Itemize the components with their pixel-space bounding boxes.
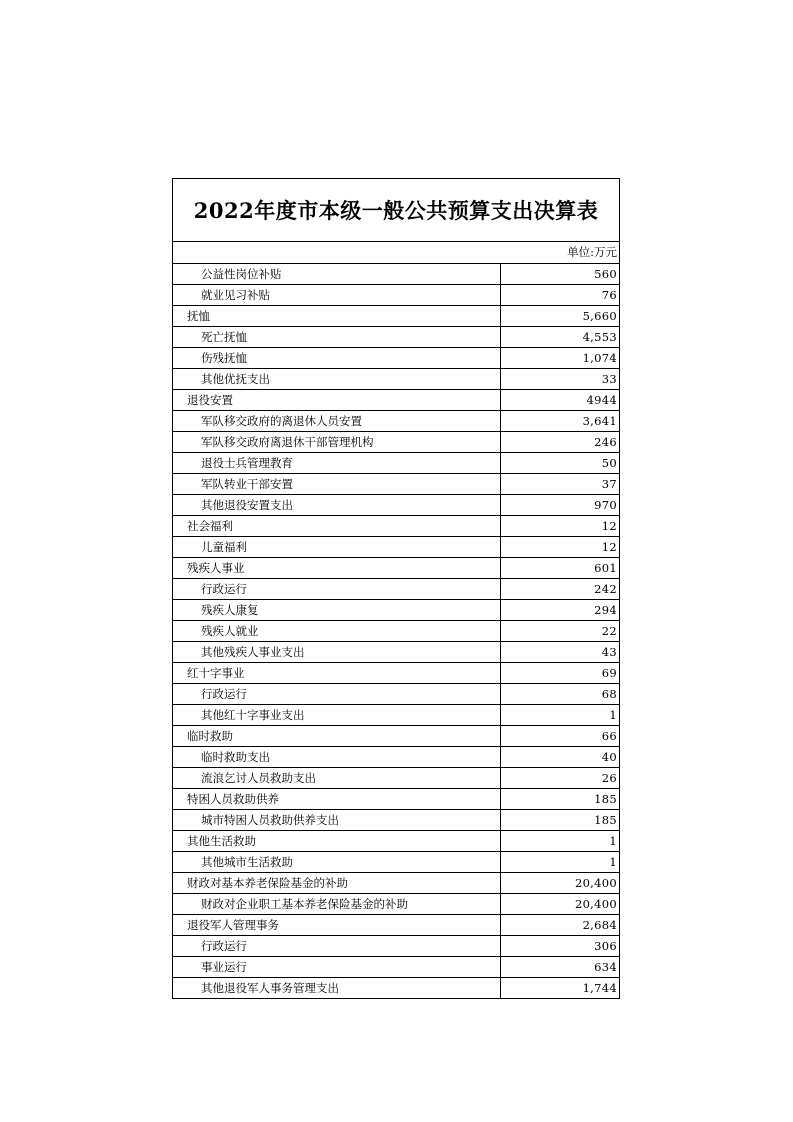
row-item-name: 退役安置 — [173, 390, 501, 411]
row-item-amount: 76 — [501, 285, 620, 306]
row-item-name: 财政对企业职工基本养老保险基金的补助 — [173, 894, 501, 915]
row-item-name: 伤残抚恤 — [173, 348, 501, 369]
row-item-amount: 2,684 — [501, 915, 620, 936]
row-item-name: 红十字事业 — [173, 663, 501, 684]
row-item-amount: 294 — [501, 600, 620, 621]
table-row — [173, 306, 619, 327]
row-item-amount: 4,553 — [501, 327, 620, 348]
table-row — [173, 453, 619, 474]
row-item-amount: 12 — [501, 516, 620, 537]
row-item-amount: 22 — [501, 621, 620, 642]
row-item-amount: 560 — [501, 264, 620, 285]
row-item-name: 其他退役军人事务管理支出 — [173, 978, 501, 999]
table-row — [173, 873, 619, 894]
row-item-name: 其他生活救助 — [173, 831, 501, 852]
row-item-name: 行政运行 — [173, 579, 501, 600]
row-item-amount: 242 — [501, 579, 620, 600]
row-item-name: 残疾人事业 — [173, 558, 501, 579]
row-item-name: 流浪乞讨人员救助支出 — [173, 768, 501, 789]
row-item-amount: 33 — [501, 369, 620, 390]
row-item-amount: 185 — [501, 810, 620, 831]
table-row — [173, 348, 619, 369]
table-row — [173, 852, 619, 873]
row-item-amount: 40 — [501, 747, 620, 768]
row-item-name: 残疾人康复 — [173, 600, 501, 621]
title-row — [173, 179, 619, 242]
table-row — [173, 957, 619, 978]
table-row — [173, 915, 619, 936]
row-item-amount: 601 — [501, 558, 620, 579]
row-item-name: 死亡抚恤 — [173, 327, 501, 348]
table-row — [173, 831, 619, 852]
unit-label: 单位:万元 — [173, 242, 619, 264]
row-item-name: 军队移交政府的离退休人员安置 — [173, 411, 501, 432]
table-row — [173, 474, 619, 495]
row-item-name: 公益性岗位补贴 — [173, 264, 501, 285]
row-item-amount: 306 — [501, 936, 620, 957]
row-item-name: 城市特困人员救助供养支出 — [173, 810, 501, 831]
row-item-amount: 4944 — [501, 390, 620, 411]
table-row — [173, 978, 619, 999]
table-row — [173, 264, 619, 285]
row-item-amount: 20,400 — [501, 894, 620, 915]
table-row — [173, 579, 619, 600]
row-item-amount: 12 — [501, 537, 620, 558]
row-item-name: 军队移交政府离退休干部管理机构 — [173, 432, 501, 453]
row-item-amount: 66 — [501, 726, 620, 747]
row-item-amount: 1 — [501, 852, 620, 873]
page-title: 2022年度市本级一般公共预算支出决算表 — [193, 198, 599, 223]
row-item-name: 特困人员救助供养 — [173, 789, 501, 810]
table-row — [173, 600, 619, 621]
row-item-amount: 634 — [501, 957, 620, 978]
row-item-amount: 50 — [501, 453, 620, 474]
row-item-amount: 3,641 — [501, 411, 620, 432]
row-item-amount: 246 — [501, 432, 620, 453]
table-row — [173, 810, 619, 831]
row-item-name: 行政运行 — [173, 936, 501, 957]
row-item-name: 退役士兵管理教育 — [173, 453, 501, 474]
row-item-amount: 1 — [501, 705, 620, 726]
table-row — [173, 768, 619, 789]
row-item-name: 抚恤 — [173, 306, 501, 327]
row-item-name: 财政对基本养老保险基金的补助 — [173, 873, 501, 894]
table-row — [173, 894, 619, 915]
row-item-name: 退役军人管理事务 — [173, 915, 501, 936]
table-row — [173, 327, 619, 348]
row-item-name: 临时救助支出 — [173, 747, 501, 768]
table-row — [173, 495, 619, 516]
table-row — [173, 621, 619, 642]
row-item-amount: 5,660 — [501, 306, 620, 327]
row-item-name: 其他优抚支出 — [173, 369, 501, 390]
table-row — [173, 663, 619, 684]
table-row — [173, 537, 619, 558]
table-row — [173, 642, 619, 663]
table-row — [173, 558, 619, 579]
table-row — [173, 285, 619, 306]
row-item-amount: 185 — [501, 789, 620, 810]
row-item-name: 儿童福利 — [173, 537, 501, 558]
row-item-amount: 68 — [501, 684, 620, 705]
table-row — [173, 747, 619, 768]
row-item-name: 军队转业干部安置 — [173, 474, 501, 495]
table-row — [173, 726, 619, 747]
row-item-amount: 37 — [501, 474, 620, 495]
table-row — [173, 684, 619, 705]
budget-table-sheet — [172, 178, 620, 999]
table-row — [173, 411, 619, 432]
row-item-amount: 26 — [501, 768, 620, 789]
table-row — [173, 369, 619, 390]
row-item-name: 其他残疾人事业支出 — [173, 642, 501, 663]
row-item-amount: 1,074 — [501, 348, 620, 369]
row-item-amount: 69 — [501, 663, 620, 684]
row-item-name: 残疾人就业 — [173, 621, 501, 642]
row-item-amount: 20,400 — [501, 873, 620, 894]
table-row — [173, 936, 619, 957]
table-row — [173, 390, 619, 411]
row-item-name: 社会福利 — [173, 516, 501, 537]
row-item-name: 临时救助 — [173, 726, 501, 747]
row-item-name: 其他退役安置支出 — [173, 495, 501, 516]
row-item-name: 就业见习补贴 — [173, 285, 501, 306]
row-item-amount: 1 — [501, 831, 620, 852]
row-item-amount: 1,744 — [582, 981, 617, 995]
row-item-name: 行政运行 — [173, 684, 501, 705]
row-item-name: 事业运行 — [173, 957, 501, 978]
expenditure-table — [173, 264, 619, 998]
row-item-amount: 970 — [501, 495, 620, 516]
table-row — [173, 789, 619, 810]
row-item-name: 其他城市生活救助 — [173, 852, 501, 873]
expenditure-table-body — [173, 264, 619, 998]
row-item-name: 其他红十字事业支出 — [173, 705, 501, 726]
row-item-amount: 43 — [501, 642, 620, 663]
table-row — [173, 432, 619, 453]
table-row — [173, 516, 619, 537]
table-row — [173, 705, 619, 726]
